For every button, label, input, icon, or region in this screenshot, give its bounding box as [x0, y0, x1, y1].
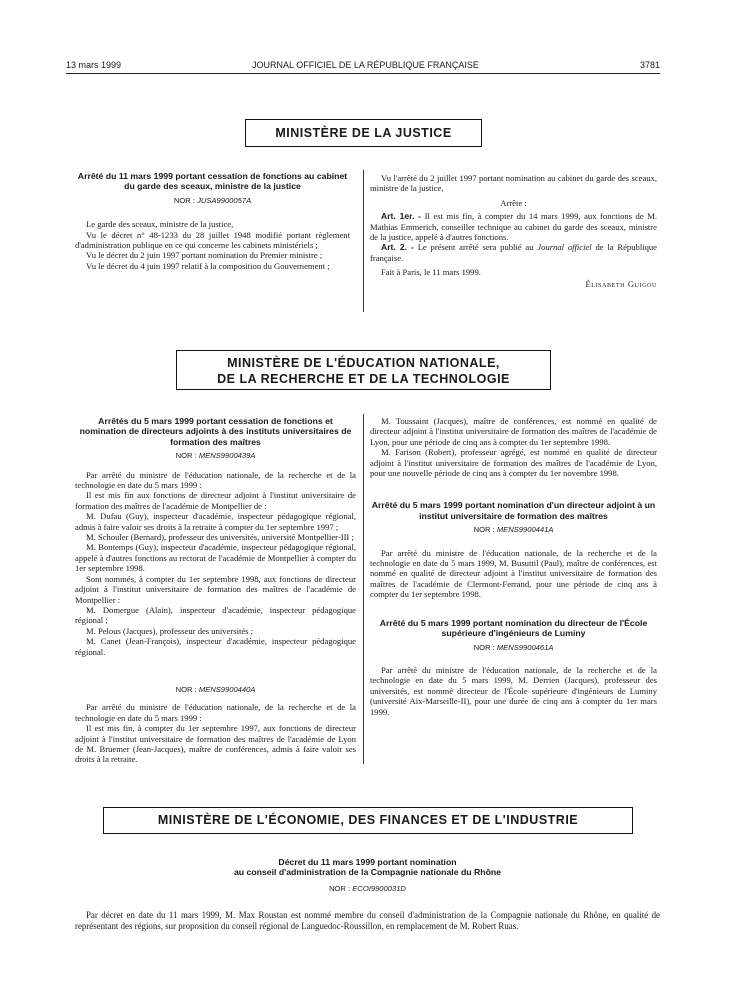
education-nor-3 — [370, 525, 657, 535]
education-arretes-title: Arrêtés du 5 mars 1999 portant cessation de fonctions et nomination de directeurs adjoints à des instituts universitaires de formation des maîtres — [79, 416, 352, 447]
justice-para-2: Vu le décret n° 48-1233 du 28 juillet 1948 modifié portant règlement d'administration publique en ce qui concerne les cabinets ministériels ; — [75, 229, 350, 251]
nor-label: NOR : — [473, 642, 495, 652]
education-block1-para-7: M. Domergue (Alain), inspecteur d'académie, inspecteur pédagogique régional ; — [75, 604, 356, 626]
education-arrete2-text: Par arrêté du ministre de l'éducation nationale, de la recherche et de la technologie en date du 5 mars 1999, M. Busuttil (Paul), maître de conférences, est nommé en qualité de directeur adjoint à l'institut universitaire de formation des maîtres de l'académie de Clermont-Ferrand, pour une période de cinq ans à compter du 1er septembre 1998. — [370, 547, 657, 600]
justice-left-column — [75, 171, 350, 271]
education-block1-para-6: Sont nommés, à compter du 1er septembre 1998, aux fonctions de directeur adjoint à l'institut universitaire de formation des maîtres de l'académie de Montpellier : — [75, 573, 356, 605]
section-title-education — [176, 350, 551, 390]
justice-right-column — [370, 173, 657, 289]
education-toussaint: M. Toussaint (Jacques), maître de conférences, est nommé en qualité de directeur adjoint à l'institut universitaire de formation des maîtres de l'académie de Lyon, pour une période de cinq ans à compter du 1er septembre 1998. — [370, 416, 657, 447]
nor-label: NOR : — [329, 883, 351, 893]
section-title-economie-text: MINISTÈRE DE L'ÉCONOMIE, DES FINANCES ET DE L'INDUSTRIE — [157, 813, 579, 827]
education-left-column — [75, 416, 356, 765]
header-page-number: 3781 — [639, 60, 660, 70]
article-1-text: Il est mis fin, à compter du 14 mars 1999, aux fonctions de M. Mathias Emmerich, conseiller technique au cabinet du garde des sceaux, ministre de la justice, appelé à d'autres fonctions. — [370, 211, 657, 243]
nor-label: NOR : — [473, 525, 495, 535]
justice-nor — [75, 196, 350, 206]
education-arrete2-title: Arrêté du 5 mars 1999 portant nomination d'un directeur adjoint à un institut universitaire de formation des maîtres — [371, 500, 656, 521]
justice-article-1 — [370, 211, 657, 242]
nor-label: NOR : — [173, 195, 195, 205]
education-arrete3-text: Par arrêté du ministre de l'éducation nationale, de la recherche et de la technologie en date du 5 mars 1999, M. Derrien (Jacques), professeur des universités, est nommé directeur de l'École supérieure d'ingénieurs de Luminy (université Aix-Marseille-II), pour une durée de cinq ans à compter du 1er mars 1999. — [370, 664, 657, 717]
section-title-education-line2: DE LA RECHERCHE ET DE LA TECHNOLOGIE — [217, 372, 510, 386]
section-title-education-line1: MINISTÈRE DE L'ÉDUCATION NATIONALE, — [227, 356, 500, 370]
education-block1-para-1: Par arrêté du ministre de l'éducation nationale, de la recherche et de la technologie en date du 5 mars 1999 : — [75, 469, 356, 491]
article-2-text-a: Le présent arrêté sera publié au — [417, 242, 534, 253]
nor-code: MENS9900440A — [198, 684, 256, 694]
justice-para-3: Vu le décret du 2 juin 1997 portant nomination du Premier ministre ; — [86, 250, 323, 261]
nor-code: ECOI9900031D — [352, 883, 406, 893]
education-right-column — [370, 416, 657, 717]
article-2-text-b: de la République française. — [370, 242, 657, 263]
education-nor-2 — [75, 685, 356, 695]
article-1-label: Art. 1er. - — [381, 211, 422, 222]
nor-code: MENS9900439A — [198, 451, 256, 461]
justice-arrete-title: Arrêté du 11 mars 1999 portant cessation de fonctions au cabinet du garde des sceaux, ministre de la justice — [77, 171, 348, 192]
article-2-label: Art. 2. - — [381, 242, 414, 253]
economie-block — [75, 857, 660, 932]
education-block1-para-2: Il est mis fin aux fonctions de directeur adjoint à l'institut universitaire de formation des maîtres de l'académie de Montpellier de : — [75, 490, 356, 511]
header-date: 13 mars 1999 — [66, 60, 122, 70]
education-block2-para-1: Par arrêté du ministre de l'éducation nationale, de la recherche et de la technologie en date du 5 mars 1999 : — [75, 702, 356, 723]
justice-article-2 — [370, 242, 657, 263]
education-arrete3-title: Arrêté du 5 mars 1999 portant nomination du directeur de l'École supérieure d'ingénieurs de Luminy — [379, 617, 648, 639]
article-2-journal: Journal officiel — [537, 242, 592, 253]
education-nor-4 — [370, 643, 657, 653]
justice-para-4: Vu le décret du 4 juin 1997 relatif à la composition du Gouvernement ; — [86, 260, 330, 271]
header-journal-title: JOURNAL OFFICIEL DE LA RÉPUBLIQUE FRANÇAISE — [252, 60, 479, 70]
nor-label: NOR : — [175, 684, 197, 694]
economie-decret-text: Par décret en date du 11 mars 1999, M. Max Roustan est nommé membre du conseil d'administration de la Compagnie nationale du Rhône, en qualité de représentant des régions, sur proposition du conseil régional de Languedoc-Roussillon, en remplacement de M. Robert Ruas. — [75, 910, 660, 932]
economie-decret-title-line1: Décret du 11 mars 1999 portant nomination — [278, 857, 457, 867]
justice-arrete-label: Arrête : — [500, 197, 527, 208]
education-block1-para-3: M. Dufau (Guy), inspecteur d'académie, inspecteur pédagogique régional, admis à faire valoir ses droits à la retraite à compter du 1er septembre 1997 ; — [75, 511, 356, 532]
education-farison: M. Farison (Robert), professeur agrégé, est nommé en qualité de directeur adjoint à l'institut universitaire de formation des maîtres de l'académie de Lyon, pour une nouvelle période de cinq ans à compter du 1er novembre 1998. — [370, 447, 657, 479]
nor-code: JUSA9900057A — [197, 195, 252, 205]
education-block1-para-5: M. Bontemps (Guy), inspecteur d'académie, inspecteur pédagogique régional, appelé à d'autres fonctions au rectorat de l'académie de Montpellier à compter du 1er septembre 1998. — [75, 542, 356, 574]
section-title-justice-text: MINISTÈRE DE LA JUSTICE — [275, 126, 452, 140]
nor-code: MENS9900461A — [496, 642, 554, 652]
education-block2-para-2: Il est mis fin, à compter du 1er septembre 1997, aux fonctions de directeur adjoint à l'institut universitaire de formation des maîtres de l'académie de Lyon de M. Bruemer (Jean-Jacques), maître de conférences, admis à faire valoir ses droits à la retraite. — [75, 723, 356, 765]
justice-signature: Élisabeth Guigou — [585, 278, 657, 289]
education-block1-para-4: M. Schouler (Bernard), professeur des universités, université Montpellier-III ; — [86, 532, 354, 543]
justice-vu-arrete: Vu l'arrêté du 2 juillet 1997 portant nomination au cabinet du garde des sceaux, ministre de la justice, — [370, 173, 657, 194]
education-block1-para-8: M. Pelous (Jacques), professeur des universités ; — [86, 625, 254, 636]
education-nor-1 — [75, 451, 356, 461]
economie-decret-title-line2: au conseil d'administration de la Compagnie nationale du Rhône — [233, 867, 502, 878]
section-title-economie — [103, 807, 633, 834]
nor-label: NOR : — [175, 451, 197, 461]
education-block1-para-9: M. Canet (Jean-François), inspecteur d'académie, inspecteur pédagogique régional. — [75, 636, 356, 657]
justice-fait: Fait à Paris, le 11 mars 1999. — [381, 267, 481, 278]
justice-para-1: Le garde des sceaux, ministre de la justice, — [86, 219, 234, 230]
nor-code: MENS9900441A — [496, 525, 554, 535]
column-divider — [363, 414, 364, 764]
column-divider — [363, 170, 364, 312]
economie-nor — [75, 884, 660, 894]
header-rule — [66, 73, 660, 74]
section-title-justice — [245, 119, 482, 147]
